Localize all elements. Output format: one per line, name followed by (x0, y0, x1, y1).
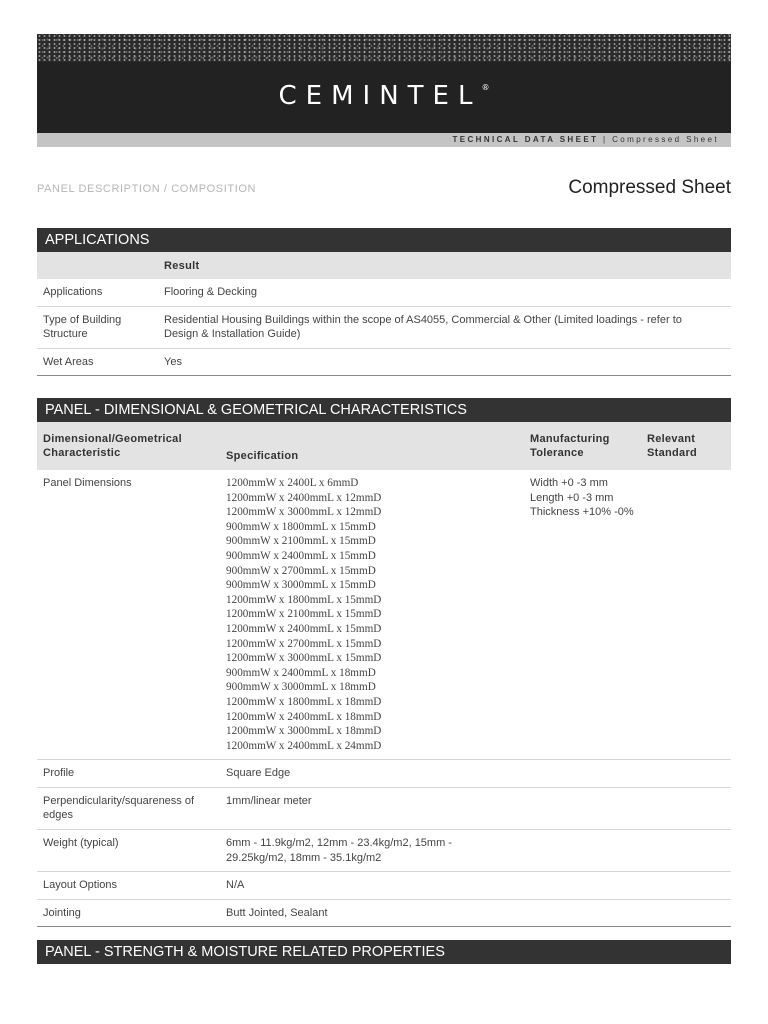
dimension-item: 1200mmW x 2400mmL x 18mmD (226, 710, 382, 723)
panel-dimensions-list (220, 470, 524, 760)
logo-registered-mark: ® (481, 83, 490, 92)
col-header-standard: Relevant Standard (641, 422, 731, 470)
applications-section-header: APPLICATIONS (37, 228, 731, 252)
tolerance-cell (524, 872, 641, 900)
row-value: Square Edge (220, 760, 524, 788)
row-label: Applications (37, 279, 158, 306)
tolerance-cell (524, 830, 641, 872)
dimension-item: 900mmW x 2700mmL x 15mmD (226, 564, 376, 577)
tolerance-cell (524, 760, 641, 788)
standard-cell (641, 760, 731, 788)
table-row (37, 470, 731, 760)
standard-cell (641, 872, 731, 900)
row-value: Residential Housing Buildings within the scope of AS4055, Commercial & Other (Limited loadings - refer to Design & Installation Guide) (158, 306, 731, 348)
dimension-item: 1200mmW x 2400mmL x 15mmD (226, 622, 382, 635)
dimension-item: 1200mmW x 2700mmL x 15mmD (226, 637, 382, 650)
row-label: Perpendicularity/squareness of edges (37, 787, 220, 829)
table-row (37, 787, 731, 829)
standard-cell (641, 899, 731, 927)
row-value: 1mm/linear meter (220, 787, 524, 829)
dimensional-section-header: PANEL - DIMENSIONAL & GEOMETRICAL CHARACTERISTICS (37, 398, 731, 422)
dimension-item: 1200mmW x 2400mmL x 24mmD (226, 739, 382, 752)
dimension-item: 900mmW x 1800mmL x 15mmD (226, 520, 376, 533)
header-texture (37, 34, 731, 62)
dimension-item: 900mmW x 2400mmL x 15mmD (226, 549, 376, 562)
dimension-item: 900mmW x 3000mmL x 18mmD (226, 681, 376, 694)
dimension-item: 1200mmW x 1800mmL x 15mmD (226, 593, 382, 606)
dimension-item: 1200mmW x 3000mmL x 12mmD (226, 506, 382, 519)
table-header-row (37, 422, 731, 470)
table-header-row (37, 252, 731, 279)
dimension-item: 1200mmW x 2400mmL x 12mmD (226, 491, 382, 504)
col-header-specification: Specification (220, 422, 524, 470)
table-row (37, 348, 731, 376)
applications-table (37, 252, 731, 376)
dimension-item: 900mmW x 3000mmL x 15mmD (226, 579, 376, 592)
row-label: Layout Options (37, 872, 220, 900)
row-label: Panel Dimensions (37, 470, 220, 760)
row-value: 6mm - 11.9kg/m2, 12mm - 23.4kg/m2, 15mm - 29.25kg/m2, 18mm - 35.1kg/m2 (220, 830, 524, 872)
table-row (37, 760, 731, 788)
standard-cell (641, 787, 731, 829)
tolerance-cell (524, 787, 641, 829)
row-label: Profile (37, 760, 220, 788)
dimension-item: 1200mmW x 2400L x 6mmD (226, 477, 359, 489)
standard-cell (641, 830, 731, 872)
table-row (37, 899, 731, 927)
row-label: Wet Areas (37, 348, 158, 376)
row-value: N/A (220, 872, 524, 900)
tolerance-item: Width +0 -3 mm (530, 477, 608, 489)
sheet-subtitle-bar (37, 133, 731, 147)
tolerance-list (524, 470, 641, 760)
sheet-product: Compressed Sheet (612, 135, 719, 144)
dimensional-table (37, 422, 731, 927)
sheet-type: TECHNICAL DATA SHEET (452, 135, 599, 144)
dimension-item: 900mmW x 2400mmL x 18mmD (226, 666, 376, 679)
dimension-item: 1200mmW x 1800mmL x 18mmD (226, 695, 382, 708)
dimension-item: 900mmW x 2100mmL x 15mmD (226, 535, 376, 548)
tolerance-cell (524, 899, 641, 927)
dimension-item: 1200mmW x 3000mmL x 15mmD (226, 652, 382, 665)
sheet-separator: | (603, 135, 608, 144)
tolerance-item: Thickness +10% -0% (530, 506, 634, 519)
document-header (37, 34, 731, 133)
row-label: Weight (typical) (37, 830, 220, 872)
product-title: Compressed Sheet (568, 177, 731, 198)
table-row (37, 306, 731, 348)
col-header-tolerance: Manufacturing Tolerance (524, 422, 641, 470)
row-value: Flooring & Decking (158, 279, 731, 306)
row-value: Yes (158, 348, 731, 376)
col-header-blank (37, 252, 158, 279)
strength-section-header: PANEL - STRENGTH & MOISTURE RELATED PROPERTIES (37, 940, 731, 964)
logo-text: CEMINTEL (278, 81, 482, 111)
dimension-item: 1200mmW x 3000mmL x 18mmD (226, 725, 382, 738)
dimension-item: 1200mmW x 2100mmL x 15mmD (226, 608, 382, 621)
row-label: Jointing (37, 899, 220, 927)
col-header-result: Result (158, 252, 731, 279)
table-row (37, 279, 731, 306)
table-row (37, 830, 731, 872)
standard-cell (641, 470, 731, 760)
tolerance-item: Length +0 -3 mm (530, 491, 614, 504)
row-value: Butt Jointed, Sealant (220, 899, 524, 927)
cemintel-logo (37, 81, 731, 111)
row-label: Type of Building Structure (37, 306, 158, 348)
col-header-characteristic: Dimensional/Geometrical Characteristic (37, 422, 220, 470)
table-row (37, 872, 731, 900)
section-label-description: PANEL DESCRIPTION / COMPOSITION (37, 183, 257, 195)
